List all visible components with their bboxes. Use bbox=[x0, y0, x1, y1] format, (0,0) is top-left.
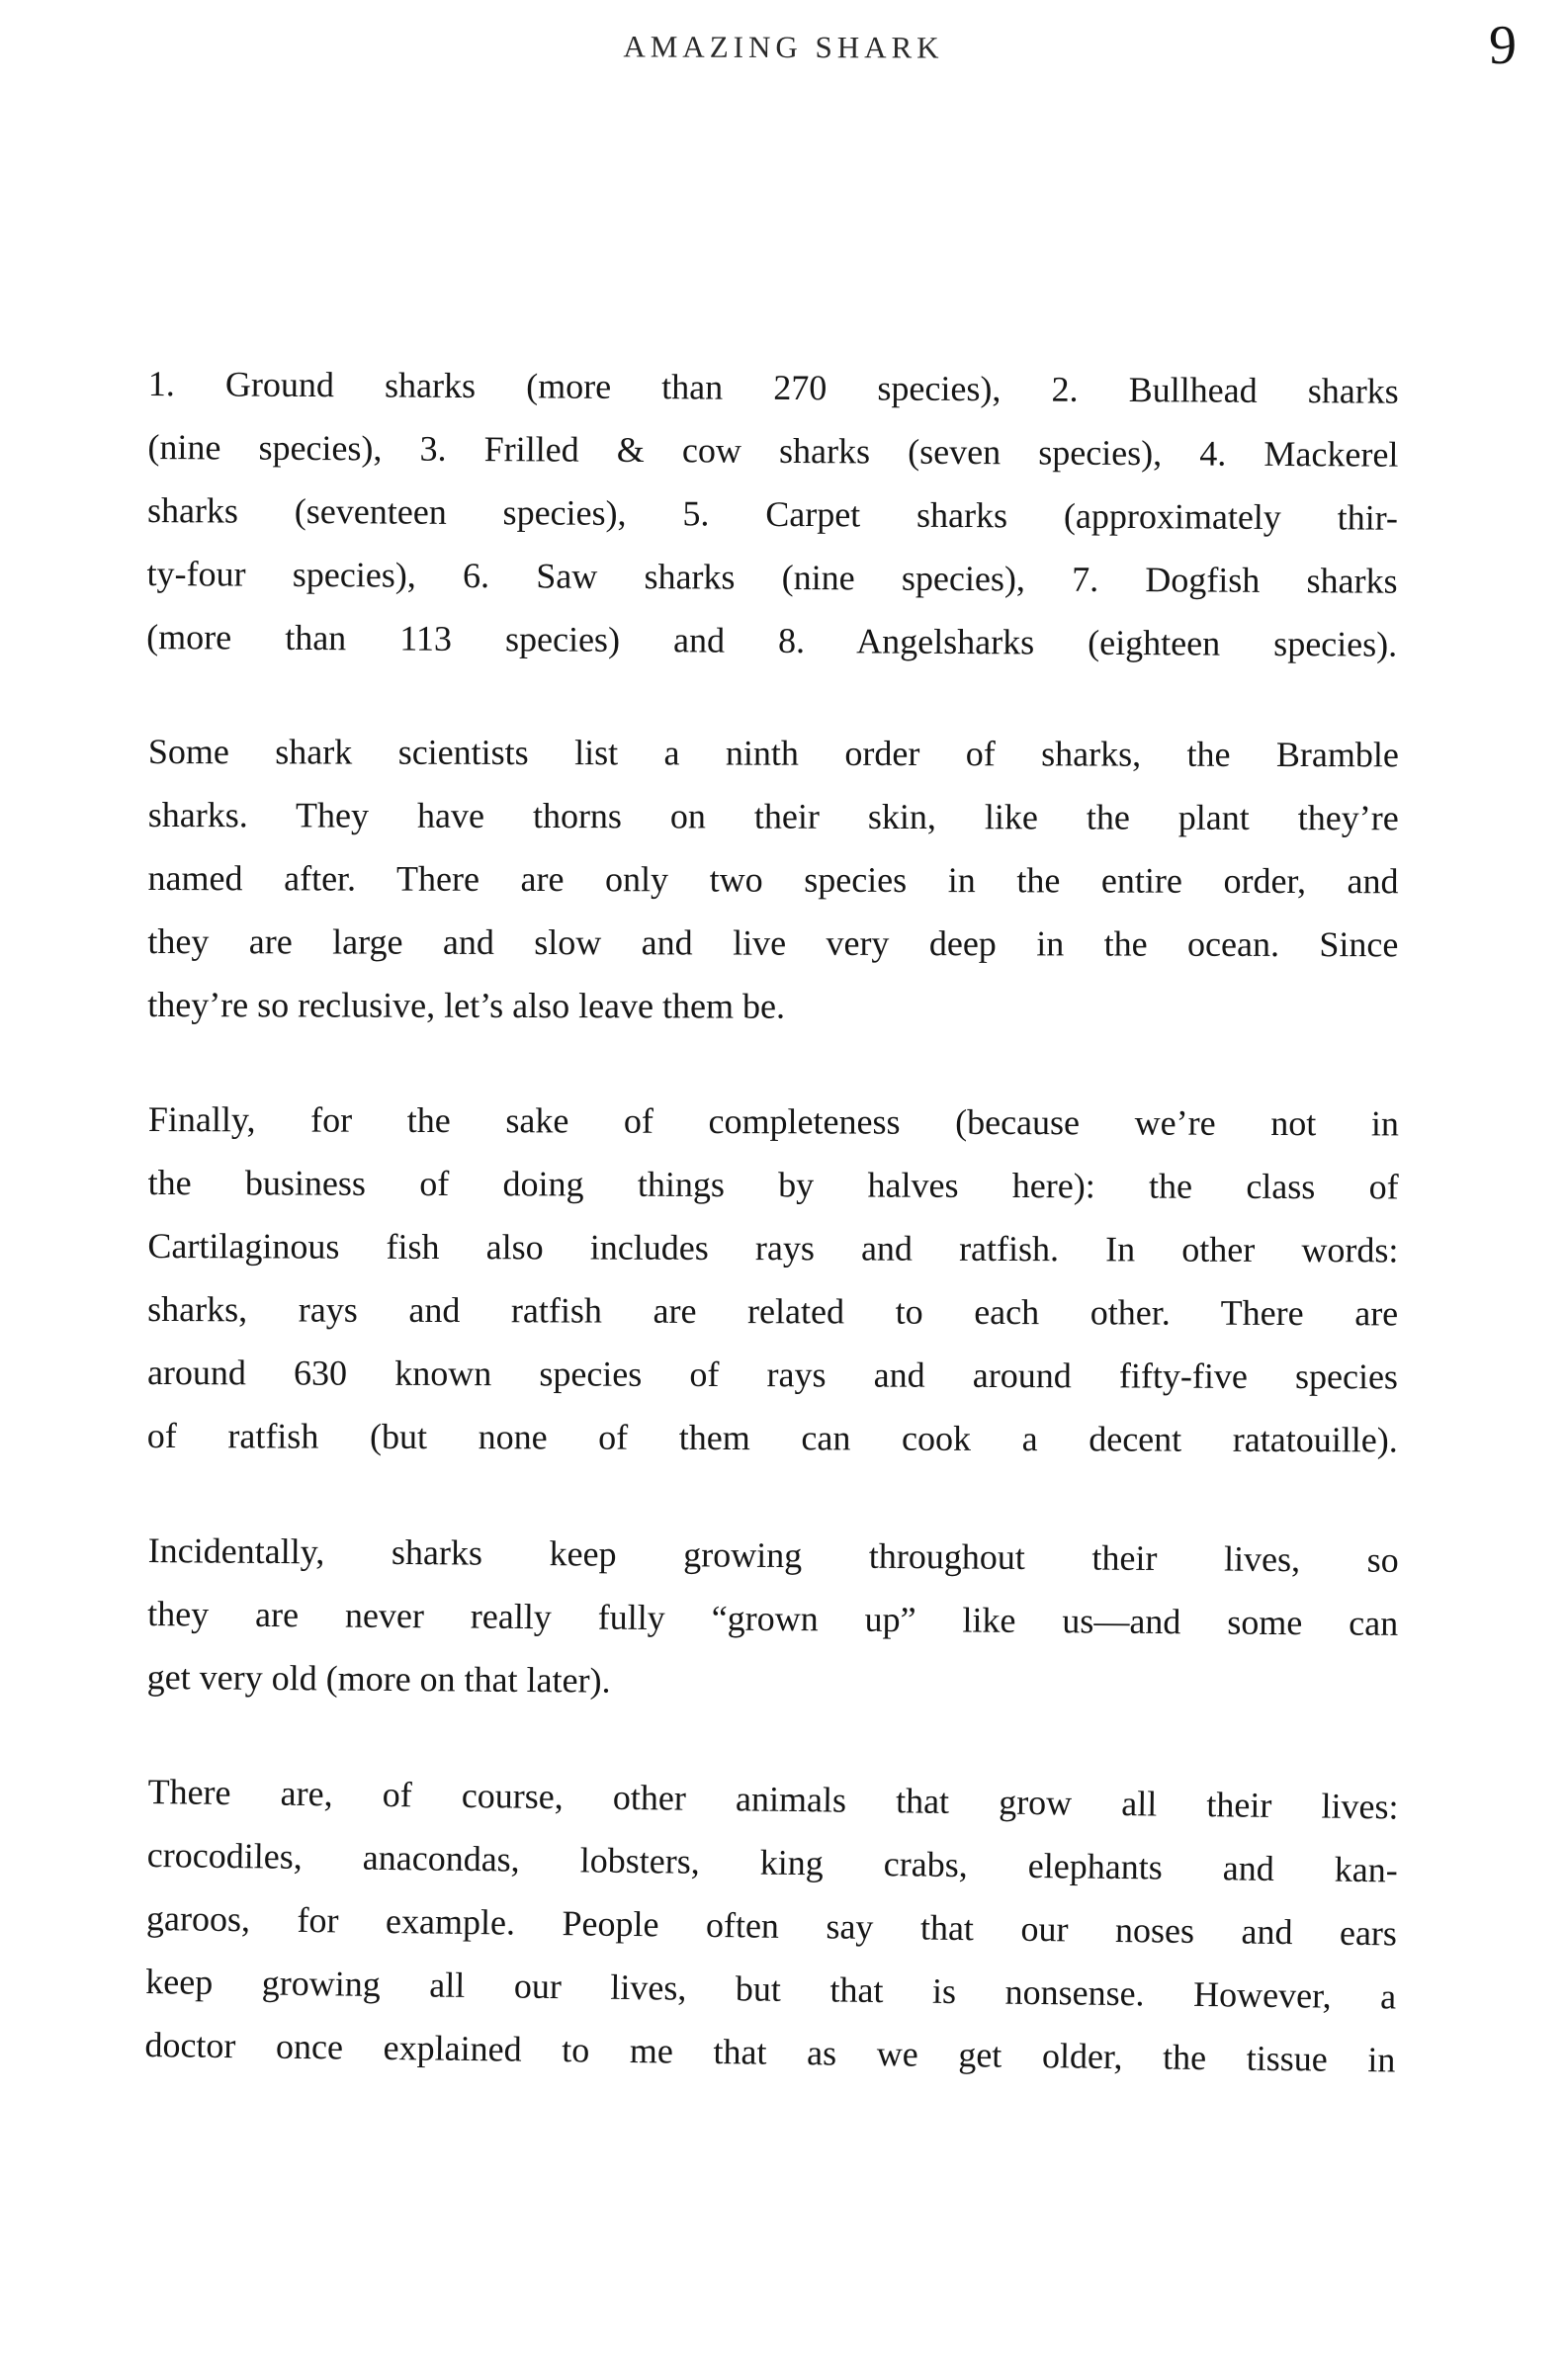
text-line: they are large and slow and live very deep in the ocean. Since bbox=[147, 920, 1399, 965]
text-line: doctor once explained to me that as we get older, the tissue in bbox=[144, 2024, 1396, 2080]
text-line: There are, of course, other animals that grow all their lives: bbox=[147, 1771, 1399, 1827]
text-line: of ratfish (but none of them can cook a decent ratatouille). bbox=[146, 1415, 1398, 1460]
body-text bbox=[144, 352, 1399, 2128]
text-line: they’re so reclusive, let’s also leave them be. bbox=[147, 984, 786, 1026]
text-line: they are never really fully “grown up” like us—and some can bbox=[147, 1593, 1399, 1643]
paragraph bbox=[144, 1760, 1399, 2091]
paragraph bbox=[147, 720, 1399, 1039]
text-line: ty-four species), 6. Saw sharks (nine species), 7. Dogfish sharks bbox=[146, 553, 1398, 601]
paragraph bbox=[146, 1519, 1398, 1718]
text-line: sharks, rays and ratfish are related to each other. There are bbox=[147, 1288, 1399, 1334]
text-line: crocodiles, anacondas, lobsters, king crabs, elephants and kan- bbox=[146, 1834, 1398, 1890]
text-line: named after. There are only two species in the entire order, and bbox=[147, 857, 1399, 902]
text-line: Incidentally, sharks keep growing throughout their lives, so bbox=[147, 1530, 1399, 1580]
running-header: AMAZING SHARK bbox=[623, 29, 944, 65]
text-line: Cartilaginous fish also includes rays and ratfish. In other words: bbox=[147, 1225, 1399, 1270]
paragraph bbox=[147, 1088, 1399, 1471]
text-line: the business of doing things by halves here): the class of bbox=[147, 1162, 1399, 1207]
text-line: (more than 113 species) and 8. Angelsharks (eighteen species). bbox=[146, 616, 1398, 664]
text-line: Some shark scientists list a ninth order of sharks, the Bramble bbox=[147, 732, 1399, 775]
text-line: Finally, for the sake of completeness (because we’re not in bbox=[147, 1099, 1399, 1144]
paragraph bbox=[146, 352, 1399, 676]
text-line: sharks. They have thorns on their skin, like the plant they’re bbox=[147, 794, 1399, 838]
text-line: around 630 known species of rays and around fifty-five species bbox=[146, 1352, 1399, 1397]
page-number: 9 bbox=[1489, 15, 1517, 76]
text-line: sharks (seventeen species), 5. Carpet sharks (approximately thir- bbox=[146, 489, 1399, 538]
text-line: 1. Ground sharks (more than 270 species), 2. Bullhead sharks bbox=[147, 363, 1399, 411]
text-line: (nine species), 3. Frilled & cow sharks (seven species), 4. Mackerel bbox=[147, 426, 1399, 475]
running-head-row bbox=[0, 0, 1568, 109]
text-line: keep growing all our lives, but that is nonsense. However, a bbox=[145, 1961, 1397, 2017]
text-line: get very old (more on that later). bbox=[146, 1656, 611, 1701]
text-line: garoos, for example. People often say that our noses and ears bbox=[145, 1897, 1398, 1954]
